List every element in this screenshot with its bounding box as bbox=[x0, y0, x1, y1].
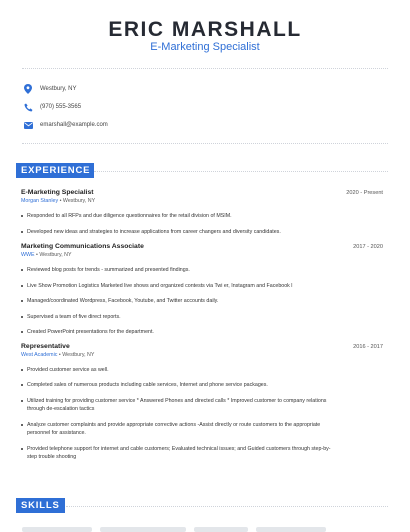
job-location: Westbury, NY bbox=[62, 198, 96, 204]
section-divider bbox=[66, 506, 388, 507]
job-title-headline: E-Marketing Specialist bbox=[150, 41, 260, 53]
bullet-item-continuation: personnel for assistance. bbox=[27, 430, 86, 436]
bullet-item: Reviewed blog posts for trends - summarized and presented findings. bbox=[27, 266, 377, 274]
candidate-name: ERIC MARSHALL bbox=[108, 18, 302, 41]
bullet-item: Managed/coordinated Wordpress, Facebook, Youtube, and Twitter accounts daily. bbox=[27, 297, 377, 305]
bullet-item: Completed sales of numerous products including cable services, Internet and phone service packages. bbox=[27, 381, 377, 389]
job-company-line: Morgan Stanley • Westbury, NY bbox=[21, 198, 96, 204]
bullet-item: Utilized training for providing customer service * Answered Phones and directed calls * Improved customer to company relations bbox=[27, 397, 377, 405]
email-icon bbox=[23, 120, 33, 130]
contact-location-text: Westbury, NY bbox=[40, 86, 77, 92]
contact-phone bbox=[23, 100, 81, 114]
contact-phone-text: (970) 555-3565 bbox=[40, 104, 82, 110]
job-dates: 2017 - 2020 bbox=[353, 244, 383, 250]
contact-email bbox=[23, 118, 108, 132]
bullet-item: Analyze customer complaints and provide appropriate corrective actions -Assist directly or route customers to the appropriate bbox=[27, 421, 377, 429]
experience-entry bbox=[21, 243, 383, 258]
section-divider bbox=[94, 171, 388, 172]
job-title: E-Marketing Specialist bbox=[21, 189, 94, 196]
experience-entry bbox=[21, 343, 383, 358]
job-company-line: West Academic • Westbury, NY bbox=[21, 352, 95, 358]
job-dates: 2016 - 2017 bbox=[353, 344, 383, 350]
job-company: WWE bbox=[21, 252, 35, 258]
section-heading-skills: SKILLS bbox=[16, 498, 65, 513]
bullet-item-continuation: through de-escalation tactics bbox=[27, 406, 95, 412]
contact-location bbox=[23, 82, 76, 96]
bullet-item: Created PowerPoint presentations for the department. bbox=[27, 328, 377, 336]
job-location: Westbury, NY bbox=[39, 252, 72, 258]
location-pin-icon bbox=[23, 84, 33, 94]
job-company: West Academic bbox=[21, 352, 58, 358]
bullet-item: Live Show Promotion Logistics Marketed live shows and organized contests via Twi er, Instagram and Facebook l bbox=[27, 282, 377, 290]
contact-email-text: emarshall@example.com bbox=[40, 122, 108, 128]
job-location: Westbury, NY bbox=[62, 352, 95, 358]
section-heading-experience: EXPERIENCE bbox=[16, 163, 94, 178]
bullet-item: Supervised a team of five direct reports. bbox=[27, 313, 377, 321]
bullet-item-continuation: step trouble shooting bbox=[27, 454, 77, 460]
job-company-line: WWE • Westbury, NY bbox=[21, 252, 72, 258]
divider bbox=[22, 143, 388, 144]
job-company: Morgan Stanley bbox=[21, 198, 59, 204]
job-title: Marketing Communications Associate bbox=[21, 243, 144, 250]
job-title: Representative bbox=[21, 343, 70, 350]
divider bbox=[22, 68, 388, 69]
bullet-item: Provided customer service as well. bbox=[27, 366, 377, 374]
experience-entry bbox=[21, 189, 383, 204]
bullet-item: Responded to all RFPs and due diligence questionnaires for the retail division of MSIM. bbox=[27, 212, 377, 220]
bullet-item: Developed new ideas and strategies to increase applications from career changers and diversity candidates. bbox=[27, 228, 377, 236]
phone-icon bbox=[23, 102, 33, 112]
bullet-item: Provided telephone support for internet and cable customers; Evaluated technical issues; and Guided customers through step-by- bbox=[27, 445, 377, 453]
job-dates: 2020 - Present bbox=[346, 190, 383, 196]
